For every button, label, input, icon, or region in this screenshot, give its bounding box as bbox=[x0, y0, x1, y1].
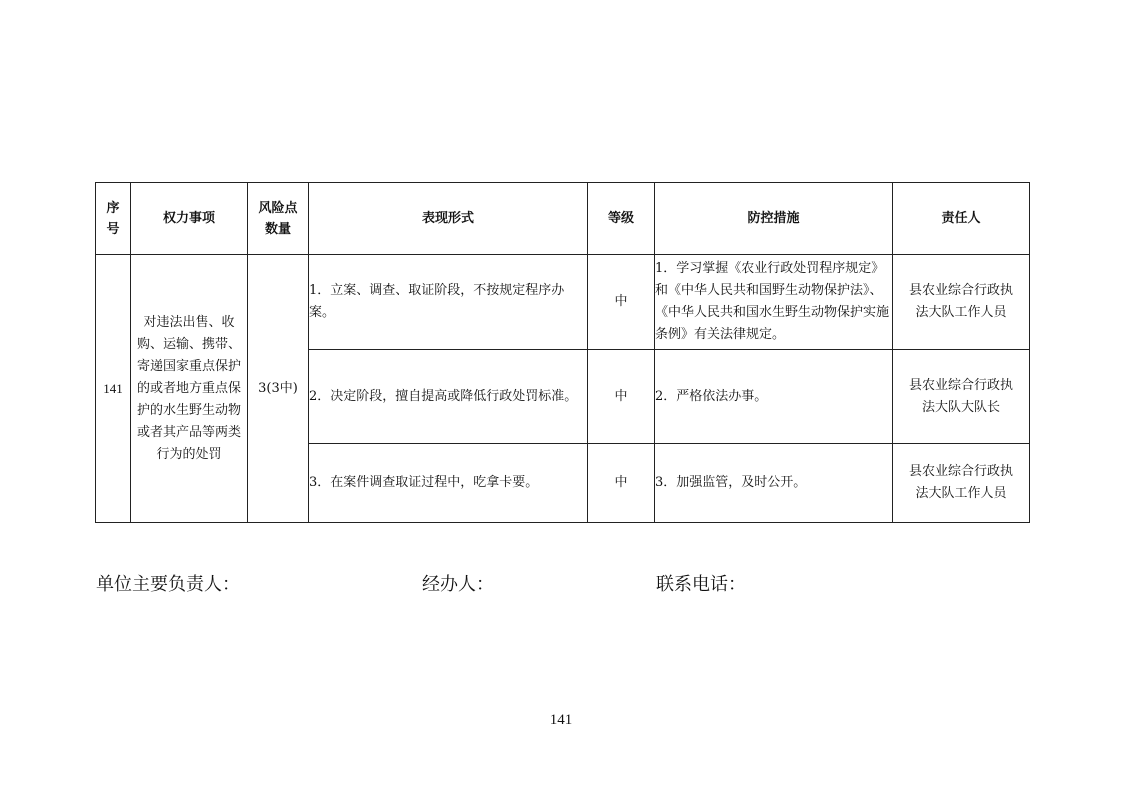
measures-cell: 2．严格依法办事。 bbox=[655, 350, 893, 444]
level-cell: 中 bbox=[588, 255, 655, 350]
page-number: 141 bbox=[549, 712, 573, 728]
power-item-cell: 对违法出售、收购、运输、携带、寄递国家重点保护的或者地方重点保护的水生野生动物或者其产品等两类行为的处罚 bbox=[131, 255, 248, 523]
header-power: 权力事项 bbox=[131, 183, 248, 255]
measures-cell: 1．学习掌握《农业行政处罚程序规定》和《中华人民共和国野生动物保护法》、《中华人民共和国水生野生动物保护实施条例》有关法律规定。 bbox=[655, 255, 893, 350]
level-cell: 中 bbox=[588, 444, 655, 523]
risk-count-cell: 3(3中) bbox=[248, 255, 309, 523]
seq-cell: 141 bbox=[96, 255, 131, 523]
manifestation-cell: 3．在案件调查取证过程中，吃拿卡要。 bbox=[309, 444, 588, 523]
header-responsible: 责任人 bbox=[893, 183, 1030, 255]
header-level: 等级 bbox=[588, 183, 655, 255]
measures-cell: 3．加强监管，及时公开。 bbox=[655, 444, 893, 523]
unit-head-label: 单位主要负责人： bbox=[96, 574, 240, 595]
responsible-cell: 县农业综合行政执法大队大队长 bbox=[893, 350, 1030, 444]
level-cell: 中 bbox=[588, 350, 655, 444]
manifestation-cell: 2．决定阶段，擅自提高或降低行政处罚标准。 bbox=[309, 350, 588, 444]
risk-table bbox=[95, 182, 1030, 523]
header-measures: 防控措施 bbox=[655, 183, 893, 255]
header-seq: 序号 bbox=[96, 183, 131, 255]
table-row bbox=[96, 255, 1030, 350]
handler-label: 经办人： bbox=[422, 574, 494, 595]
table-header-row bbox=[96, 183, 1030, 255]
phone-label: 联系电话： bbox=[656, 574, 746, 595]
responsible-cell: 县农业综合行政执法大队工作人员 bbox=[893, 444, 1030, 523]
responsible-cell: 县农业综合行政执法大队工作人员 bbox=[893, 255, 1030, 350]
manifestation-cell: 1．立案、调查、取证阶段，不按规定程序办案。 bbox=[309, 255, 588, 350]
header-manifestation: 表现形式 bbox=[309, 183, 588, 255]
header-risk-count: 风险点数量 bbox=[248, 183, 309, 255]
